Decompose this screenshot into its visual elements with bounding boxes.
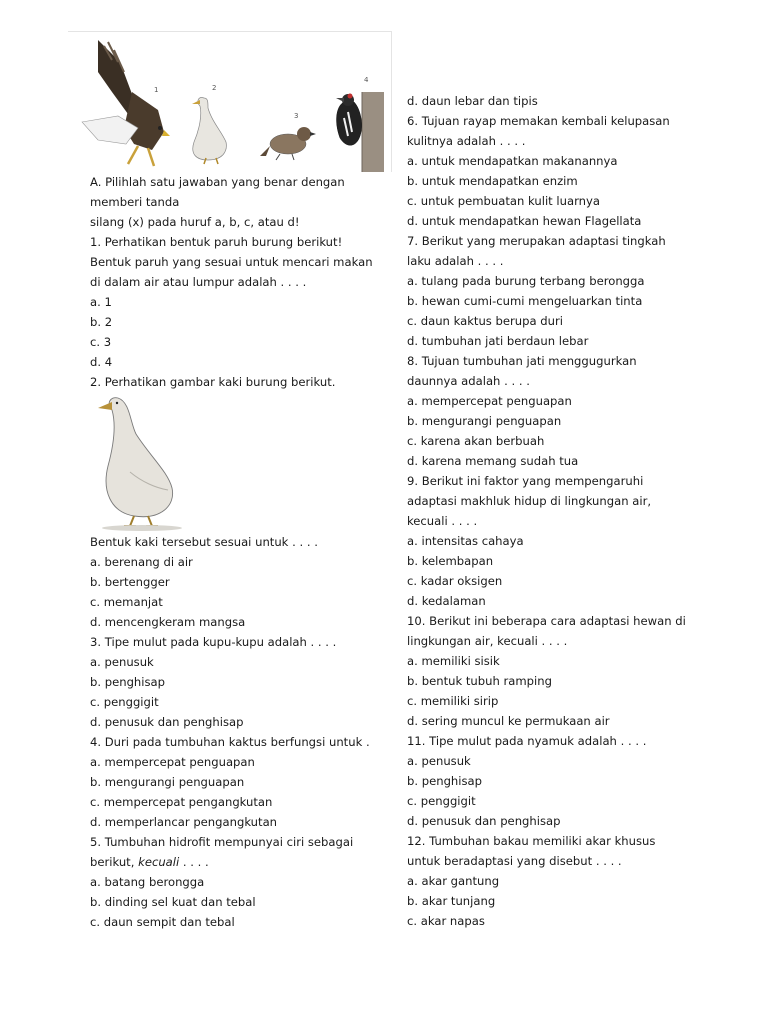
figure-label-1: 1 <box>154 86 159 94</box>
question-12-text: untuk beradaptasi yang disebut . . . . <box>407 854 622 868</box>
question-2-stem: Bentuk kaki tersebut sesuai untuk . . . . <box>90 535 318 549</box>
question-1-option-b[interactable]: b. 2 <box>90 315 113 329</box>
question-1-option-a[interactable]: a. 1 <box>90 295 112 309</box>
figure-label-2: 2 <box>212 84 217 92</box>
question-8-option-a[interactable]: a. mempercepat penguapan <box>407 394 572 408</box>
question-12-option-c[interactable]: c. akar napas <box>407 914 485 928</box>
question-7-option-b[interactable]: b. hewan cumi-cumi mengeluarkan tinta <box>407 294 643 308</box>
question-5-option-b[interactable]: b. dinding sel kuat dan tebal <box>90 895 256 909</box>
question-11-option-c[interactable]: c. penggigit <box>407 794 476 808</box>
question-3-option-a[interactable]: a. penusuk <box>90 655 154 669</box>
question-12-option-a[interactable]: a. akar gantung <box>407 874 500 888</box>
question-1-option-d[interactable]: d. 4 <box>90 355 113 369</box>
question-6-text: kulitnya adalah . . . . <box>407 134 526 148</box>
duck-image <box>90 392 190 532</box>
question-5-text-pre: berikut, <box>90 855 139 869</box>
question-4-option-b[interactable]: b. mengurangi penguapan <box>90 775 245 789</box>
question-11-text: 11. Tipe mulut pada nyamuk adalah . . . . <box>407 734 647 748</box>
question-2-option-d[interactable]: d. mencengkeram mangsa <box>90 615 246 629</box>
question-9-option-d[interactable]: d. kedalaman <box>407 594 486 608</box>
sparrow-image <box>260 127 316 160</box>
question-11-option-d[interactable]: d. penusuk dan penghisap <box>407 814 561 828</box>
question-3-option-d[interactable]: d. penusuk dan penghisap <box>90 715 244 729</box>
question-6-text: 6. Tujuan rayap memakan kembali kelupasan <box>407 114 670 128</box>
right-column <box>407 91 697 931</box>
question-5-kecuali: kecuali <box>138 855 180 869</box>
question-10-option-b[interactable]: b. bentuk tubuh ramping <box>407 674 552 688</box>
question-12-option-b[interactable]: b. akar tunjang <box>407 894 496 908</box>
eagle-image <box>82 40 170 166</box>
question-8-text: daunnya adalah . . . . <box>407 374 530 388</box>
question-3-text: 3. Tipe mulut pada kupu-kupu adalah . . . . <box>90 635 337 649</box>
question-9-text: kecuali . . . . <box>407 514 478 528</box>
question-4-option-c[interactable]: c. mempercepat pengangkutan <box>90 795 273 809</box>
left-column-continued <box>90 532 380 932</box>
question-3-option-b[interactable]: b. penghisap <box>90 675 166 689</box>
figure-label-3: 3 <box>294 112 299 120</box>
question-4-option-a[interactable]: a. mempercepat penguapan <box>90 755 255 769</box>
question-10-option-d[interactable]: d. sering muncul ke permukaan air <box>407 714 610 728</box>
question-11-option-b[interactable]: b. penghisap <box>407 774 483 788</box>
question-5-option-c[interactable]: c. daun sempit dan tebal <box>90 915 235 929</box>
question-12-text: 12. Tumbuhan bakau memiliki akar khusus <box>407 834 656 848</box>
instruction-line: silang (x) pada huruf a, b, c, atau d! <box>90 215 300 229</box>
question-10-option-c[interactable]: c. memiliki sirip <box>407 694 499 708</box>
question-9-text: 9. Berikut ini faktor yang mempengaruhi <box>407 474 644 488</box>
question-6-option-a[interactable]: a. untuk mendapatkan makanannya <box>407 154 618 168</box>
question-4-option-d[interactable]: d. memperlancar pengangkutan <box>90 815 278 829</box>
question-2-option-b[interactable]: b. bertengger <box>90 575 170 589</box>
question-7-option-a[interactable]: a. tulang pada burung terbang berongga <box>407 274 645 288</box>
question-5-text: 5. Tumbuhan hidrofit mempunyai ciri sebagai <box>90 835 354 849</box>
question-6-option-d[interactable]: d. untuk mendapatkan hewan Flagellata <box>407 214 642 228</box>
question-7-option-d[interactable]: d. tumbuhan jati berdaun lebar <box>407 334 589 348</box>
birds-beak-figure <box>68 31 392 172</box>
woodpecker-image <box>336 92 384 172</box>
question-5-option-a[interactable]: a. batang berongga <box>90 875 205 889</box>
instruction-line: A. Pilihlah satu jawaban yang benar dengan <box>90 175 345 189</box>
question-9-option-b[interactable]: b. kelembapan <box>407 554 494 568</box>
question-2-text: 2. Perhatikan gambar kaki burung berikut. <box>90 375 336 389</box>
question-2-option-c[interactable]: c. memanjat <box>90 595 163 609</box>
question-5-text <box>90 852 380 872</box>
left-column <box>90 172 375 392</box>
question-3-option-c[interactable]: c. penggigit <box>90 695 159 709</box>
question-9-text: adaptasi makhluk hidup di lingkungan air, <box>407 494 652 508</box>
question-6-option-b[interactable]: b. untuk mendapatkan enzim <box>407 174 578 188</box>
question-6-option-c[interactable]: c. untuk pembuatan kulit luarnya <box>407 194 600 208</box>
question-11-option-a[interactable]: a. penusuk <box>407 754 471 768</box>
question-10-text: 10. Berikut ini beberapa cara adaptasi hewan di <box>407 614 686 628</box>
question-1-text: 1. Perhatikan bentuk paruh burung berikut! <box>90 235 343 249</box>
question-7-option-c[interactable]: c. daun kaktus berupa duri <box>407 314 563 328</box>
question-10-option-a[interactable]: a. memiliki sisik <box>407 654 500 668</box>
question-7-text: 7. Berikut yang merupakan adaptasi tingkah <box>407 234 666 248</box>
duck-feet-figure <box>90 392 190 532</box>
question-9-option-a[interactable]: a. intensitas cahaya <box>407 534 524 548</box>
question-5-option-d[interactable]: d. daun lebar dan tipis <box>407 94 538 108</box>
birds-illustration <box>68 32 391 172</box>
question-2-option-a[interactable]: a. berenang di air <box>90 555 193 569</box>
question-4-text: 4. Duri pada tumbuhan kaktus berfungsi untuk . <box>90 735 370 749</box>
question-9-option-c[interactable]: c. kadar oksigen <box>407 574 503 588</box>
question-8-option-c[interactable]: c. karena akan berbuah <box>407 434 545 448</box>
question-10-text: lingkungan air, kecuali . . . . <box>407 634 568 648</box>
instruction-line: memberi tanda <box>90 195 180 209</box>
question-1-text: di dalam air atau lumpur adalah . . . . <box>90 275 307 289</box>
question-1-option-c[interactable]: c. 3 <box>90 335 112 349</box>
duck-image <box>192 98 226 164</box>
question-7-text: laku adalah . . . . <box>407 254 504 268</box>
figure-label-4: 4 <box>364 76 369 84</box>
question-8-option-b[interactable]: b. mengurangi penguapan <box>407 414 562 428</box>
question-5-text-post: . . . . <box>179 855 209 869</box>
question-8-option-d[interactable]: d. karena memang sudah tua <box>407 454 579 468</box>
question-1-text: Bentuk paruh yang sesuai untuk mencari makan <box>90 255 373 269</box>
question-8-text: 8. Tujuan tumbuhan jati menggugurkan <box>407 354 637 368</box>
